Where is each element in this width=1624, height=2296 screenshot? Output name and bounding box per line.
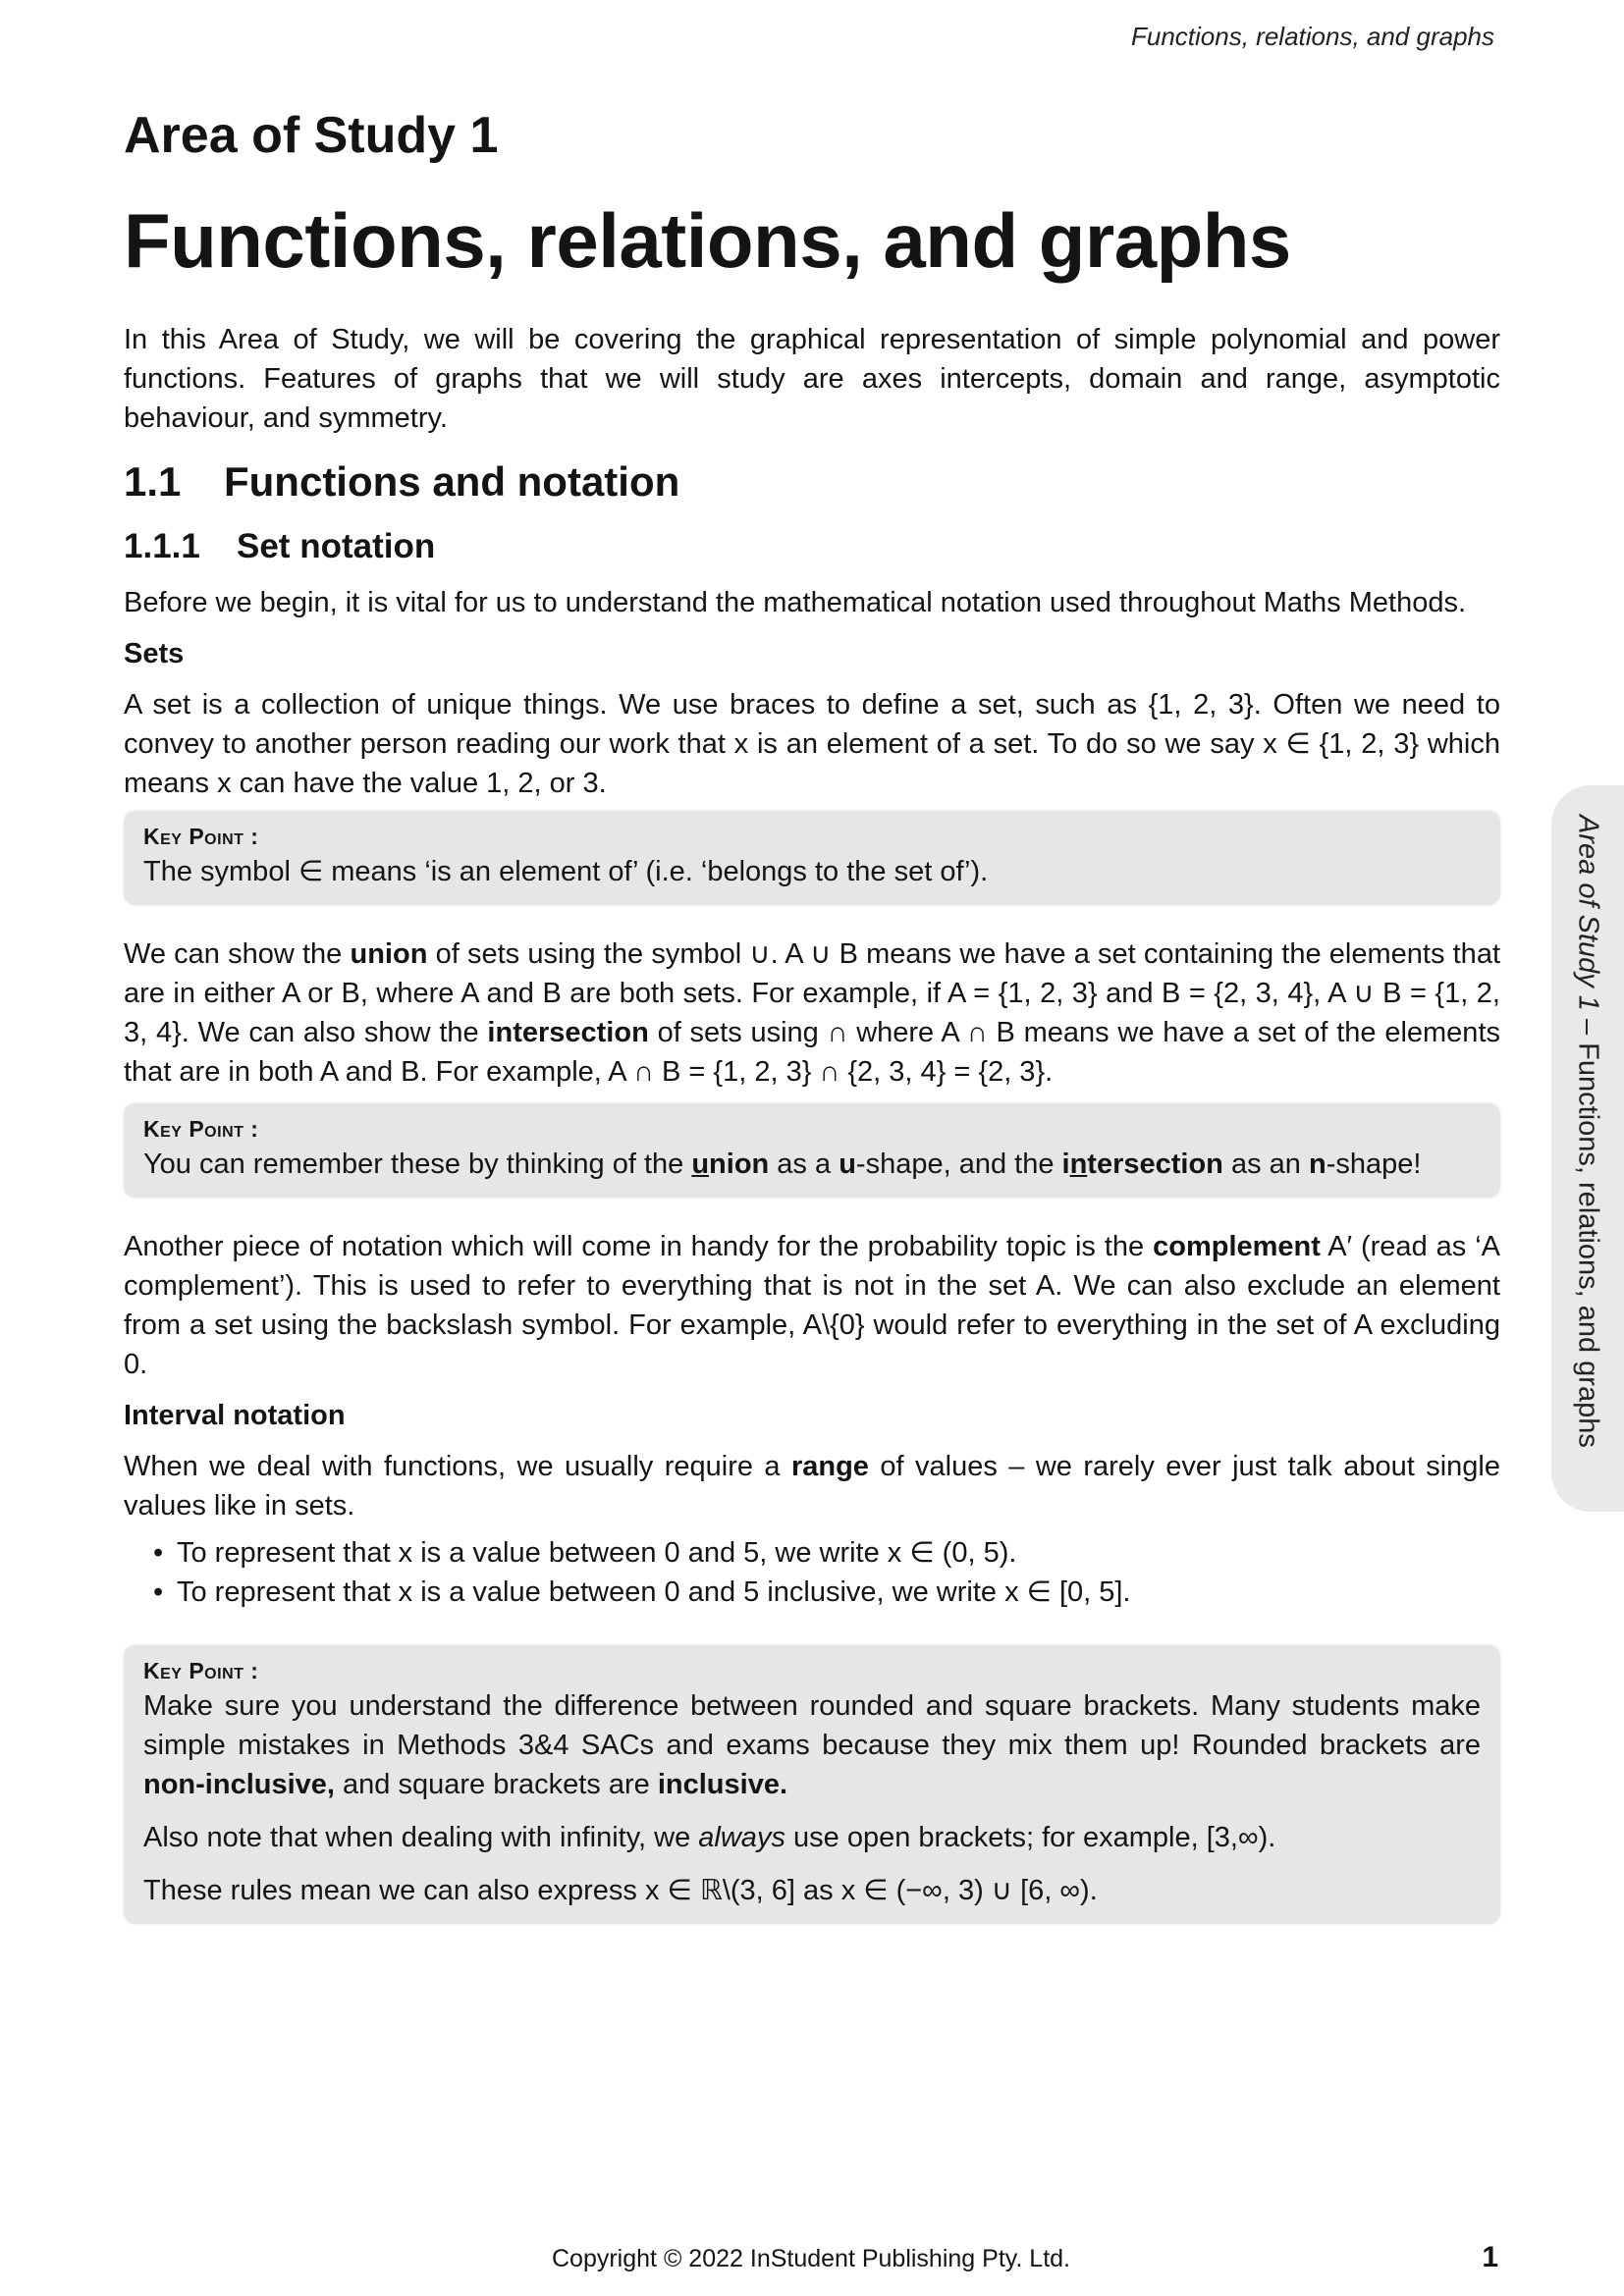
text-run: We can show the (124, 938, 351, 970)
underlined-letter: u (691, 1148, 710, 1180)
key-point-text (143, 1145, 1481, 1184)
subsection-title: Set notation (237, 527, 436, 565)
text-run: u (839, 1148, 856, 1180)
text-run: -shape, and the (855, 1148, 1062, 1180)
text-run: and square brackets are (334, 1769, 658, 1800)
intro-paragraph: In this Area of Study, we will be covering the graphical representation of simple polynomial and power functions. Features of graphs that we will study are axes intercepts, domain and range, asymptotic behaviour, and symmetry. (124, 324, 1500, 434)
body-flow (124, 320, 1500, 1953)
text-run: of sets using the symbol ∪. A ∪ B means we have a set containing the elements that are in either A or B, where A and B are both sets. For example, if A = {1, 2, 3} and B = {2, 3, 4}, A ∪ B = {1, 2, 3, 4}. We can also show the (124, 938, 1500, 1048)
subsection-heading (124, 524, 1500, 569)
chapter-side-tab (1551, 785, 1624, 1512)
text-run: tersection (1087, 1148, 1223, 1180)
text-run: non-inclusive, (143, 1769, 335, 1800)
text-run: as an (1222, 1148, 1309, 1180)
section-number: 1.1 (124, 458, 182, 505)
key-point-text: The symbol ∈ means ‘is an element of’ (i.e. ‘belongs to the set of’). (143, 856, 989, 887)
text-run: Area of Study 1 (1572, 815, 1604, 1011)
area-of-study-label: Area of Study 1 (124, 107, 499, 164)
text-run: always (698, 1822, 785, 1853)
union-intersection-paragraph (124, 934, 1500, 1092)
interval-paragraph (124, 1447, 1500, 1525)
text-run: -shape! (1326, 1148, 1422, 1180)
text-run: i (1061, 1148, 1070, 1180)
underlined-letter: n (1069, 1148, 1088, 1180)
key-point-text (143, 1818, 1481, 1857)
text-run: of sets using ∩ where A ∩ B means we have a set of the elements that are in both A and B. For example, A ∩ B = {1, 2, 3} ∩ {2, 3, 4} = {2, 3}. (124, 1017, 1500, 1088)
sets-heading: Sets (124, 638, 185, 669)
page-number: 1 (1482, 2241, 1498, 2273)
key-point-box-element-of (124, 811, 1500, 905)
interval-bullet-list (124, 1533, 1500, 1612)
key-point-text: These rules mean we can also express x ∈ ℝ\(3, 6] as x ∈ (−∞, 3) ∪ [6, ∞). (143, 1875, 1098, 1906)
subsection-number: 1.1.1 (124, 527, 200, 565)
key-point-text (143, 1686, 1481, 1804)
text-run: A′ (read as ‘A complement’). This is used to refer to everything that is not in the set A. We can also exclude an element from a set using the backslash symbol. For example, A\{0} would refer to everything in the set of A excluding 0. (124, 1231, 1500, 1380)
union-term: union (350, 938, 428, 970)
text-run: n (1308, 1148, 1326, 1180)
key-point-label: Key Point : (143, 1658, 259, 1683)
text-run: Another piece of notation which will come in handy for the probability topic is the (124, 1231, 1154, 1262)
complement-term: complement (1153, 1231, 1321, 1262)
text-run: use open brackets; for example, [3,∞). (785, 1822, 1276, 1853)
copyright-notice: Copyright © 2022 InStudent Publishing Pty. Ltd. (552, 2245, 1071, 2272)
text-run: Also note that when dealing with infinity, we (143, 1822, 699, 1853)
section-title: Functions and notation (224, 458, 680, 505)
text-run: You can remember these by thinking of the (143, 1148, 692, 1180)
set-notation-intro: Before we begin, it is vital for us to understand the mathematical notation used throughout Maths Methods. (124, 587, 1467, 618)
section-heading (124, 455, 1500, 508)
text-run: nion (709, 1148, 770, 1180)
side-tab-label (1572, 815, 1604, 1448)
intersection-term: intersection (487, 1017, 649, 1048)
key-point-label: Key Point : (143, 1116, 259, 1142)
chapter-title: Functions, relations, and graphs (124, 197, 1291, 284)
text-run: as a (769, 1148, 839, 1180)
text-run: Make sure you understand the difference between rounded and square brackets. Many students make simple mistakes in Methods 3&4 SACs and exams because they mix them up! Rounded brackets are (143, 1690, 1481, 1761)
running-header: Functions, relations, and graphs (1131, 22, 1494, 51)
interval-notation-heading: Interval notation (124, 1400, 346, 1431)
text-run: of values – we rarely ever just talk about single values like in sets. (124, 1451, 1500, 1522)
text-run: – Functions, relations, and graphs (1572, 1010, 1604, 1448)
text-run: inclusive. (657, 1769, 788, 1800)
sets-paragraph: A set is a collection of unique things. We use braces to define a set, such as {1, 2, 3}. Often we need to convey to another person reading our work that x is an element of a set. To do so we say x ∈ {1, 2, 3} which means x can have the value 1, 2, or 3. (124, 689, 1500, 799)
key-point-box-mnemonic (124, 1103, 1500, 1198)
text-run: When we deal with functions, we usually require a (124, 1451, 791, 1482)
key-point-box-brackets (124, 1645, 1500, 1924)
complement-paragraph (124, 1227, 1500, 1384)
list-item: • To represent that x is a value between 0 and 5 inclusive, we write x ∈ [0, 5]. (177, 1573, 1500, 1612)
range-term: range (790, 1451, 869, 1482)
key-point-label: Key Point : (143, 824, 259, 849)
list-item: • To represent that x is a value between 0 and 5, we write x ∈ (0, 5). (177, 1533, 1500, 1573)
